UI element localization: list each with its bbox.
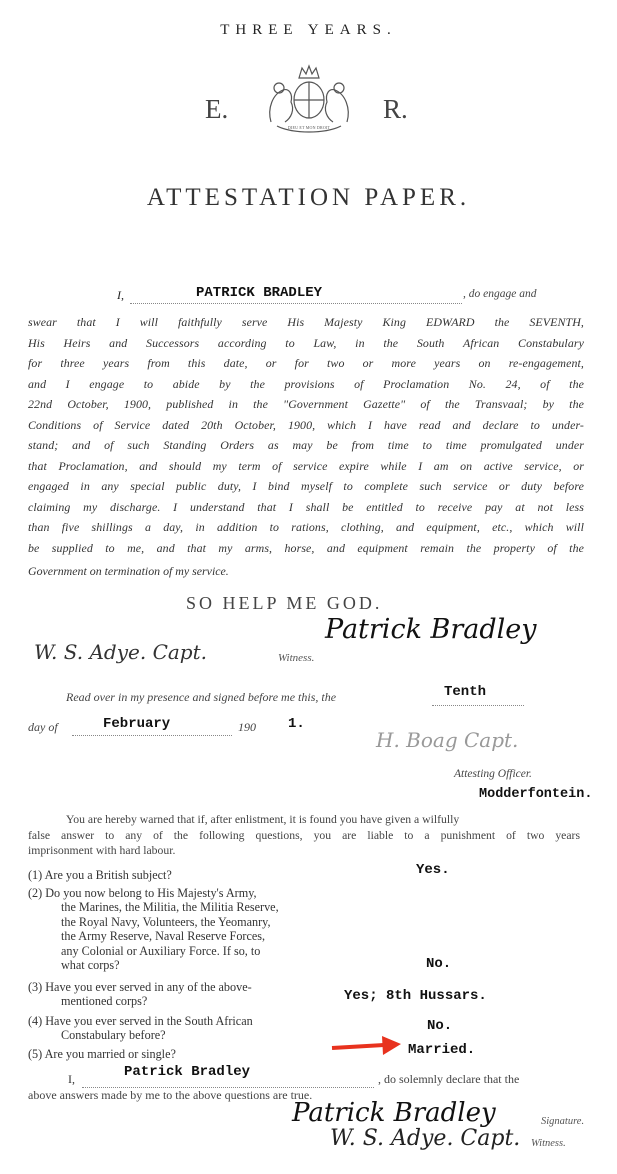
read-over-text: Read over in my presence and signed before me this, the [66, 690, 337, 704]
recruit-signature: Patrick Bradley [325, 614, 537, 645]
declaration-suffix: , do solemnly declare that the [378, 1072, 520, 1086]
oath-line: swear that I will faithfully serve His Majesty King EDWARD the SEVENTH, [28, 315, 584, 329]
oath-line: claiming my discharge. I understand that I shall be entitled to receive pay at not less [28, 499, 584, 514]
declaration-prefix: I, [68, 1072, 75, 1086]
warning-line: false answer to any of the following questions, you are liable to a punishment of two years [28, 828, 580, 842]
day-line [432, 704, 524, 706]
day-of-label: day of [28, 720, 58, 734]
oath-suffix: , do engage and [463, 288, 537, 300]
declaration-line-2: above answers made by me to the above questions are true. [28, 1088, 313, 1102]
oath-line: and I engage to abide by the provisions of Proclamation No. 24, of the [28, 376, 584, 391]
answer-2: No. [426, 956, 452, 972]
question-line: the Marines, the Militia, the Militia Reserve, [61, 900, 279, 915]
answer-4: No. [427, 1018, 453, 1034]
question-5 [28, 1047, 328, 1061]
question-line: what corps? [61, 958, 120, 973]
oath-line: engaged in any special public duty, I bind myself to complete such service or duty before [28, 479, 584, 493]
month-line [72, 734, 232, 736]
oath-line: be supplied to me, and that my arms, horse, and equipment remain the property of the [28, 540, 584, 555]
declaration-name: Patrick Bradley [124, 1064, 251, 1080]
oath-line: His Heirs and Successors according to Law, in the South African Constabulary [28, 335, 584, 350]
answer-1: Yes. [416, 862, 450, 878]
attesting-officer-label: Attesting Officer. [454, 768, 532, 780]
cipher-right: R. [383, 94, 408, 124]
oath-name: PATRICK BRADLEY [196, 285, 323, 301]
declaration-witness-signature: W. S. Adye. Capt. [330, 1126, 521, 1151]
warning-line: You are hereby warned that if, after enlistment, it is found you have given a wilfully [66, 813, 460, 826]
attestation-place: Modderfontein. [479, 787, 593, 802]
day-value: Tenth [444, 684, 487, 700]
question-line: any Colonial or Auxiliary Force. If so, to [61, 943, 261, 958]
declaration-signature: Patrick Bradley [292, 1098, 496, 1128]
oath-line: stand; and of such Standing Orders as may be from time to time promulgated under [28, 438, 584, 452]
question-line: (3) Have you ever served in any of the above- [28, 980, 252, 994]
oath-name-line [130, 302, 462, 304]
year-suffix: 1. [288, 716, 305, 732]
month-value: February [103, 716, 171, 732]
oath-line: for three years from this date, or for two or more years on re-engagement, [28, 356, 584, 370]
oath-last-line: Government on termination of my service. [28, 564, 229, 578]
question-line: (5) Are you married or single? [28, 1047, 176, 1061]
arrow-annotation [330, 1034, 402, 1058]
declaration-signature-label: Signature. [541, 1116, 585, 1127]
declaration-witness-label: Witness. [531, 1138, 566, 1149]
question-line: the Royal Navy, Volunteers, the Yeomanry, [61, 914, 271, 929]
warning-text [28, 812, 580, 859]
answer-3: Yes; 8th Hussars. [344, 988, 487, 1004]
attesting-officer-signature: H. Boag Capt. [376, 728, 519, 752]
answer-5: Married. [408, 1042, 476, 1058]
question-line: (2) Do you now belong to His Majesty's Army, [28, 886, 257, 900]
paper-term: THREE YEARS. [220, 22, 397, 38]
question-line: mentioned corps? [61, 994, 148, 1009]
oath-witness-label: Witness. [278, 652, 315, 664]
warning-line: imprisonment with hard labour. [28, 844, 176, 857]
royal-crest [255, 60, 363, 138]
question-line: (1) Are you a British subject? [28, 868, 172, 882]
year-prefix: 190 [238, 720, 256, 734]
question-line: (4) Have you ever served in the South African [28, 1014, 253, 1028]
oath-paragraph [28, 312, 584, 558]
question-line: the Army Reserve, Naval Reserve Forces, [61, 929, 266, 944]
page-title: ATTESTATION PAPER. [146, 184, 471, 211]
so-help-me-god: SO HELP ME GOD. [186, 593, 383, 613]
oath-line: 22nd October, 1900, published in the "Government Gazette" of the Transvaal; by the [28, 397, 584, 411]
cipher-left: E. [205, 94, 229, 124]
oath-prefix: I, [117, 288, 124, 302]
question-1 [28, 868, 324, 882]
oath-line: Conditions of Service dated 20th October, 1900, which I have read and declare to under- [28, 417, 584, 432]
red-arrow-icon [330, 1034, 402, 1058]
question-line: Constabulary before? [61, 1028, 166, 1043]
question-4 [28, 1014, 328, 1043]
crest-motto: DIEU ET MON DROIT [287, 125, 331, 130]
question-3 [28, 980, 328, 1009]
oath-line: than five shillings a day, in addition to rations, clothing, and equipment, etc., which will [28, 520, 584, 534]
question-2 [28, 886, 328, 972]
oath-witness-signature: W. S. Adye. Capt. [34, 640, 207, 664]
oath-line: that Proclamation, and should my term of service expire while I am on active service, or [28, 458, 584, 473]
